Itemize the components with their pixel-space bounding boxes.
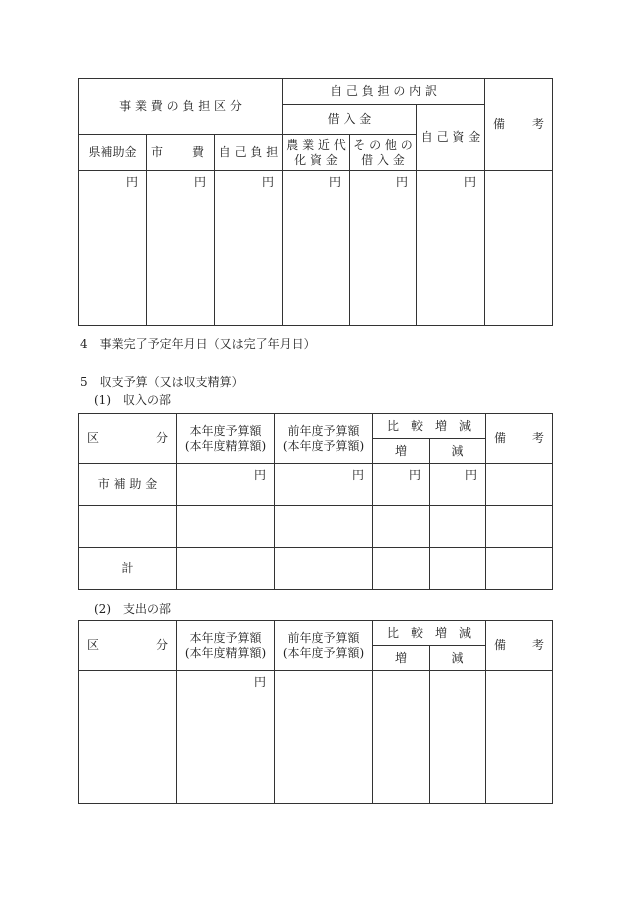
yen-unit: 円 [373,464,430,506]
increase-header: 増 [373,646,430,671]
other-loans-header: そ の 他 の 借 入 金 [350,135,417,171]
yen-unit: 円 [283,171,350,326]
remarks-cell [486,464,553,506]
burden-category-header: 事 業 費 の 負 担 区 分 [79,79,283,135]
comparison-header: 比 較 増 減 [373,621,486,646]
empty-cell [373,506,430,548]
city-cost-header: 市 費 [147,135,215,171]
yen-unit: 円 [430,464,486,506]
total-label: 計 [79,548,177,590]
decrease-header: 減 [430,646,486,671]
empty-cell [79,506,177,548]
expense-section-title: (2) 支出の部 [94,602,171,616]
comparison-header: 比 較 増 減 [373,414,486,439]
empty-cell [486,506,553,548]
current-budget-header: 本年度予算額 (本年度精算額) [177,414,275,464]
category-header: 区 分 [79,621,177,671]
empty-cell [177,506,275,548]
remarks-header: 備 考 [486,621,553,671]
yen-unit: 円 [79,171,147,326]
yen-unit: 円 [275,464,373,506]
loans-header: 借 入 金 [283,105,417,135]
yen-unit: 円 [177,671,275,804]
previous-budget-header: 前年度予算額 (本年度予算額) [275,621,373,671]
empty-cell [275,506,373,548]
income-table [78,413,553,590]
empty-cell [177,548,275,590]
yen-unit: 円 [177,464,275,506]
section-4-heading: 4 事業完了予定年月日（又は完了年月日） [80,337,316,351]
yen-unit: 円 [350,171,417,326]
empty-cell [430,671,486,804]
empty-cell [486,548,553,590]
current-budget-header: 本年度予算額 (本年度精算額) [177,621,275,671]
decrease-header: 減 [430,439,486,464]
yen-unit: 円 [215,171,283,326]
yen-unit: 円 [147,171,215,326]
own-funds-header: 自 己 資 金 [417,105,485,171]
self-burden-breakdown-header: 自 己 負 担 の 内 訳 [283,79,485,105]
increase-header: 増 [373,439,430,464]
empty-cell [430,506,486,548]
pref-subsidy-header: 県補助金 [79,135,147,171]
yen-unit: 円 [417,171,485,326]
empty-cell [373,548,430,590]
burden-table [78,78,553,326]
section-5-heading: 5 収支予算（又は収支精算） [80,375,244,389]
expense-table [78,620,553,804]
empty-cell [79,671,177,804]
empty-cell [430,548,486,590]
agri-modernization-fund-header: 農 業 近 代 化 資 金 [283,135,350,171]
self-burden-header: 自 己 負 担 [215,135,283,171]
previous-budget-header: 前年度予算額 (本年度予算額) [275,414,373,464]
empty-cell [373,671,430,804]
empty-cell [275,671,373,804]
remarks-header: 備 考 [485,79,553,171]
empty-cell [486,671,553,804]
income-section-title: (1) 収入の部 [94,393,171,407]
remarks-cell [485,171,553,326]
city-subsidy-label: 市 補 助 金 [79,464,177,506]
empty-cell [275,548,373,590]
category-header: 区 分 [79,414,177,464]
remarks-header: 備 考 [486,414,553,464]
